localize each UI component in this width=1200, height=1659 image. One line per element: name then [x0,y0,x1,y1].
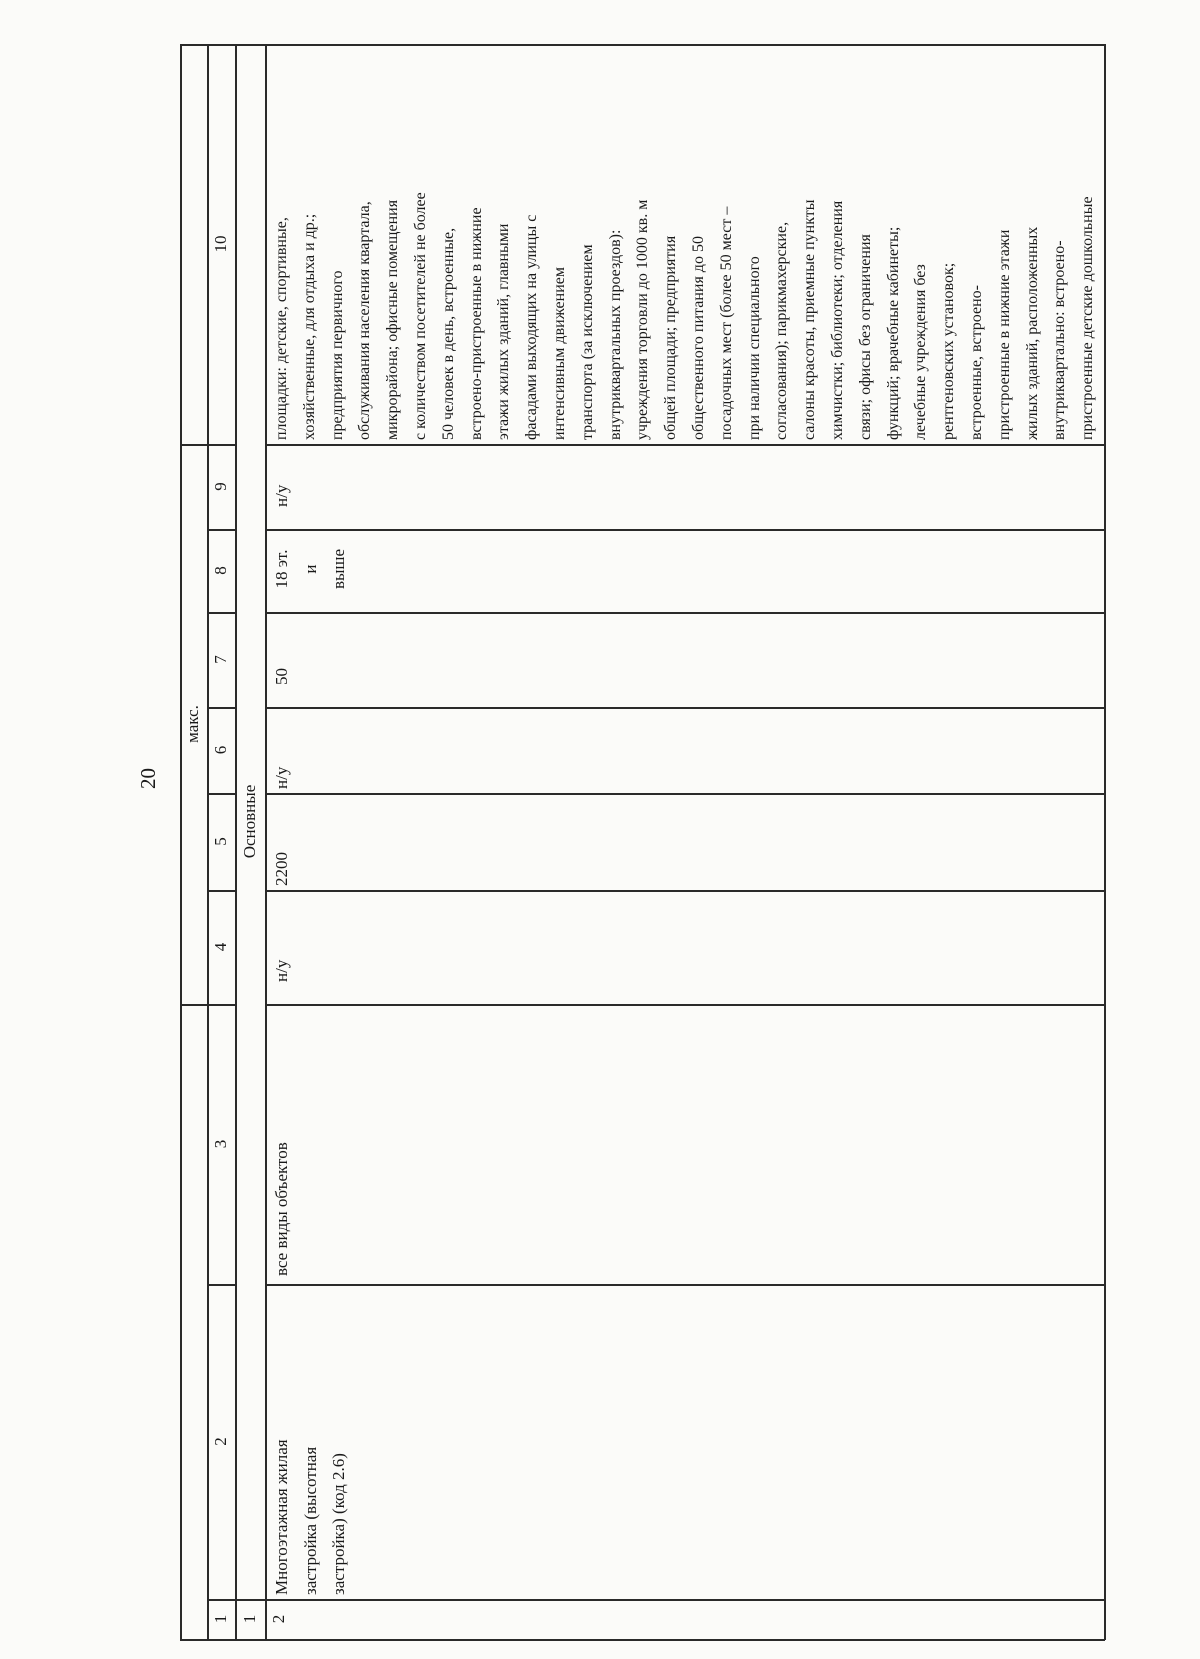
col10-line: пристроенные в нижние этажи [995,229,1013,440]
column-divider-2-3-body [265,1284,1104,1286]
col10-line: рентгеновских установок; [940,262,958,440]
col10-line: связи; офисы без ограничения [856,234,874,440]
data-row-col4: н/у [272,959,291,982]
column-number-5: 5 [210,837,230,846]
col10-line: встроенные, встроено- [967,285,985,440]
column-divider-6-7-body [265,707,1104,709]
data-row-col3: все виды объектов [272,1142,291,1276]
col10-line: при наличии специального [745,256,763,440]
data-row-number: 2 [269,1614,288,1624]
column-divider-1-2-body [265,1599,1104,1601]
col10-line: микрорайона; офисные помещения [384,199,402,440]
column-number-8: 8 [210,566,230,575]
col10-line: жилых зданий, расположенных [1023,226,1041,440]
column-number-9: 9 [210,482,230,491]
column-number-7: 7 [210,655,230,664]
col10-line: фасадами выходящих на улицы с [523,214,541,440]
column-number-2: 2 [210,1437,230,1446]
page-number: 20 [136,768,160,789]
data-row-col5: 2200 [272,852,291,886]
col10-line: обслуживания населения квартала, [356,201,374,440]
col8-line-2: и [300,564,320,574]
column-divider-7-8-body [265,612,1104,614]
col10-line: 50 человек в день, встроенные, [439,227,457,440]
col2-line-3: застройка) (код 2.6) [329,1453,348,1595]
col8-line-3: выше [329,548,348,590]
header-max-label: макс. [183,705,203,743]
col10-line: учреждения торговли до 1000 кв. м [634,199,652,440]
col10-line: интенсивным движением [550,267,568,440]
column-divider-3-4-body [265,1004,1104,1006]
data-row-col10 [268,40,1108,440]
col10-line: хозяйственные, для отдыха и др.; [300,213,318,440]
col10-line: предприятия первичного [328,270,346,440]
col10-line: этажи жилых зданий, главными [495,223,513,440]
col10-line: лечебные учреждения без [912,264,930,440]
col8-line-1: 18 эт. [272,549,291,589]
col10-line: посадочных мест (более 50 мест – [717,206,735,440]
row-divider-section [265,44,267,1640]
data-row-col8 [268,530,358,608]
col2-line-1: Многоэтажная жилая [272,1439,291,1595]
col10-line: транспорта (за исключением [578,244,596,440]
data-row-col6: н/у [272,766,291,789]
col10-line: общественного питания до 50 [689,236,707,440]
column-divider-5-6-body [265,793,1104,795]
column-number-4: 4 [210,942,230,952]
col10-line: химчистки; библиотеки; отделения [828,200,846,440]
section-row-title: Основные [239,784,259,859]
col2-line-2: застройка (высотная [300,1446,320,1595]
col10-line: согласования); парикмахерские, [773,221,791,440]
column-divider-9-10-body [265,444,1104,446]
col10-line: общей площади; предприятия [662,235,680,440]
section-row-number: 1 [239,1614,259,1624]
column-number-10: 10 [210,235,230,253]
data-row-col7: 50 [272,668,291,685]
column-divider-8-9-body [265,529,1104,531]
col10-line: пристроенные детские дошкольные [1079,196,1097,440]
col10-line: внутриквартально: встроено- [1051,240,1069,440]
col10-line: функций; врачебные кабинеты; [884,226,902,440]
col10-line: встроено-пристроенные в нижние [467,207,485,440]
col10-line: площадки: детские, спортивные, [273,217,290,440]
column-number-6: 6 [210,745,230,755]
table-border-bottom [180,1639,1105,1641]
column-divider-4-5-body [265,890,1104,892]
col10-line: с количеством посетителей не более [411,192,429,440]
column-number-1: 1 [210,1614,230,1624]
col10-line: салоны красоты, приемные пункты [801,199,819,440]
column-number-3: 3 [210,1139,230,1149]
data-row-col9: н/у [272,484,291,507]
data-row-col2 [268,1290,368,1595]
col10-line: внутриквартальных проездов): [606,229,624,440]
